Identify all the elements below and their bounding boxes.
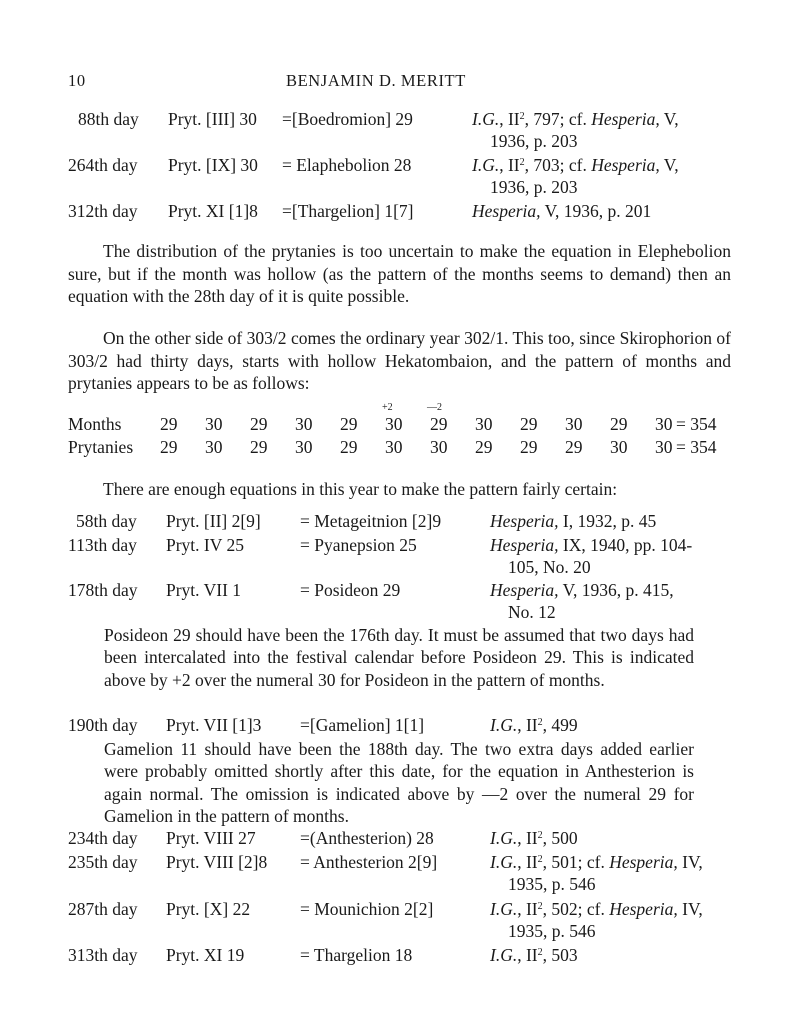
- month-value: 29: [250, 414, 268, 434]
- table-cell-prytany: Pryt. VII 1: [166, 580, 242, 600]
- table-cell-month: =(Anthesterion) 28: [300, 828, 434, 848]
- table-cell-reference: Hesperia, V, 1936, p. 201: [472, 201, 652, 221]
- table-cell-month: = Metageitnion [2]9: [300, 511, 442, 531]
- month-value: 30: [475, 414, 493, 434]
- note-posideon: Posideon 29 should have been the 176th day. It must be assumed that two days had been intercalated into the festival calendar before Posideon 29. This is indicated above by +2 over the numeral 30 for Posideon in the pattern of months.: [104, 625, 694, 690]
- prytany-value: 30: [610, 437, 628, 457]
- table-cell-reference: Hesperia, IX, 1940, pp. 104-: [490, 535, 693, 555]
- table-cell-reference-cont: 1936, p. 203: [490, 177, 578, 197]
- table-cell-prytany: Pryt. VII [1]3: [166, 715, 262, 735]
- table-cell-month: = Thargelion 18: [300, 945, 413, 965]
- table-cell-reference: I.G., $II^2$, 501; cf. Hesperia, IV,: [490, 852, 703, 872]
- month-value: 29: [520, 414, 538, 434]
- page-number: 10: [68, 71, 86, 90]
- table-cell-month: = Pyanepsion 25: [300, 535, 417, 555]
- table-cell-reference-cont: 1935, p. 546: [508, 874, 596, 894]
- prytany-value: 29: [340, 437, 358, 457]
- table-cell-month: =[Gamelion] 1[1]: [300, 715, 425, 735]
- table-cell-day: 312th day: [68, 201, 138, 221]
- month-value: 30: [295, 414, 313, 434]
- table-cell-reference-cont: 1935, p. 546: [508, 921, 596, 941]
- table-cell-reference: I.G., $II^2$, 503: [490, 945, 578, 965]
- month-value: 29: [160, 414, 178, 434]
- month-value: 29: [340, 414, 358, 434]
- prytany-value: 30: [295, 437, 313, 457]
- table-cell-reference: Hesperia, I, 1932, p. 45: [490, 511, 657, 531]
- months-label: Months: [68, 414, 122, 434]
- months-total: = 354: [676, 414, 717, 434]
- table-cell-prytany: Pryt. [III] 30: [168, 109, 257, 129]
- month-value: 29: [430, 414, 448, 434]
- table-cell-month: = Elaphebolion 28: [282, 155, 412, 175]
- table-cell-prytany: Pryt. IV 25: [166, 535, 244, 555]
- table-cell-day: 113th day: [68, 535, 137, 555]
- table-cell-reference: I.G., $II^2$, 797; cf. Hesperia, V,: [472, 109, 679, 129]
- table-cell-day: 264th day: [68, 155, 138, 175]
- table-cell-reference: Hesperia, V, 1936, p. 415,: [490, 580, 674, 600]
- table-cell-day: 88th day: [78, 109, 139, 129]
- table-cell-reference: I.G., $II^2$, 499: [490, 715, 578, 735]
- table-cell-month: =[Boedromion] 29: [282, 109, 413, 129]
- month-value: 30: [565, 414, 583, 434]
- table-cell-prytany: Pryt. XI 19: [166, 945, 245, 965]
- prytany-value: 29: [250, 437, 268, 457]
- table-cell-day: 234th day: [68, 828, 138, 848]
- table-cell-reference: I.G., $II^2$, 500: [490, 828, 578, 848]
- prytanies-label: Prytanies: [68, 437, 134, 457]
- prytany-value: 30: [430, 437, 448, 457]
- prytany-value: 30: [385, 437, 403, 457]
- paragraph-equations-intro: There are enough equations in this year to make the pattern fairly certain:: [103, 479, 618, 499]
- paragraph-year-302: On the other side of 303/2 comes the ordinary year 302/1. This too, since Skirophorion of 303/2 had thirty days, starts with hollow Hekatombaion, and the pattern of months and prytanies appears to be as follows:: [68, 328, 731, 393]
- prytany-value: 29: [565, 437, 583, 457]
- table-cell-month: = Mounichion 2[2]: [300, 899, 434, 919]
- month-value: 30: [205, 414, 223, 434]
- table-cell-prytany: Pryt. XI [1]8: [168, 201, 258, 221]
- table-cell-day: 178th day: [68, 580, 138, 600]
- prytany-value: 29: [520, 437, 538, 457]
- table-cell-reference-cont: 105, No. 20: [508, 557, 591, 577]
- prytany-value: 29: [475, 437, 493, 457]
- table-cell-day: 287th day: [68, 899, 138, 919]
- table-cell-prytany: Pryt. VIII [2]8: [166, 852, 268, 872]
- table-cell-prytany: Pryt. VIII 27: [166, 828, 256, 848]
- plus-two-mark: +2: [382, 402, 393, 413]
- table-cell-day: 313th day: [68, 945, 138, 965]
- prytany-value: 30: [655, 437, 673, 457]
- table-cell-reference-cont: No. 12: [508, 602, 556, 622]
- table-cell-reference: I.G., $II^2$, 703; cf. Hesperia, V,: [472, 155, 679, 175]
- table-cell-day: 58th day: [76, 511, 137, 531]
- prytany-value: 29: [160, 437, 178, 457]
- month-value: 29: [610, 414, 628, 434]
- table-cell-month: = Anthesterion 2[9]: [300, 852, 438, 872]
- table-cell-reference-cont: 1936, p. 203: [490, 131, 578, 151]
- table-cell-month: =[Thargelion] 1[7]: [282, 201, 414, 221]
- note-gamelion: Gamelion 11 should have been the 188th day. The two extra days added earlier were probably omitted shortly after this date, for the equation in Anthesterion is again normal. The omission is indicated above by —2 over the numeral 29 for Gamelion in the pattern of months.: [104, 739, 694, 827]
- table-cell-reference: I.G., $II^2$, 502; cf. Hesperia, IV,: [490, 899, 703, 919]
- month-value: 30: [655, 414, 673, 434]
- table-cell-prytany: Pryt. [II] 2[9]: [166, 511, 261, 531]
- table-cell-prytany: Pryt. [X] 22: [166, 899, 251, 919]
- paragraph-elaphebolion: The distribution of the prytanies is too uncertain to make the equation in Elephebolion sure, but if the month was hollow (as the pattern of the months seems to demand) then an equation with the 28th day of it is quite possible.: [68, 241, 731, 306]
- prytanies-total: = 354: [676, 437, 717, 457]
- table-cell-prytany: Pryt. [IX] 30: [168, 155, 258, 175]
- running-title: BENJAMIN D. MERITT: [286, 71, 466, 90]
- prytany-value: 30: [205, 437, 223, 457]
- table-cell-month: = Posideon 29: [300, 580, 401, 600]
- month-value: 30: [385, 414, 403, 434]
- minus-two-mark: —2: [427, 402, 442, 413]
- table-cell-day: 190th day: [68, 715, 138, 735]
- table-cell-day: 235th day: [68, 852, 138, 872]
